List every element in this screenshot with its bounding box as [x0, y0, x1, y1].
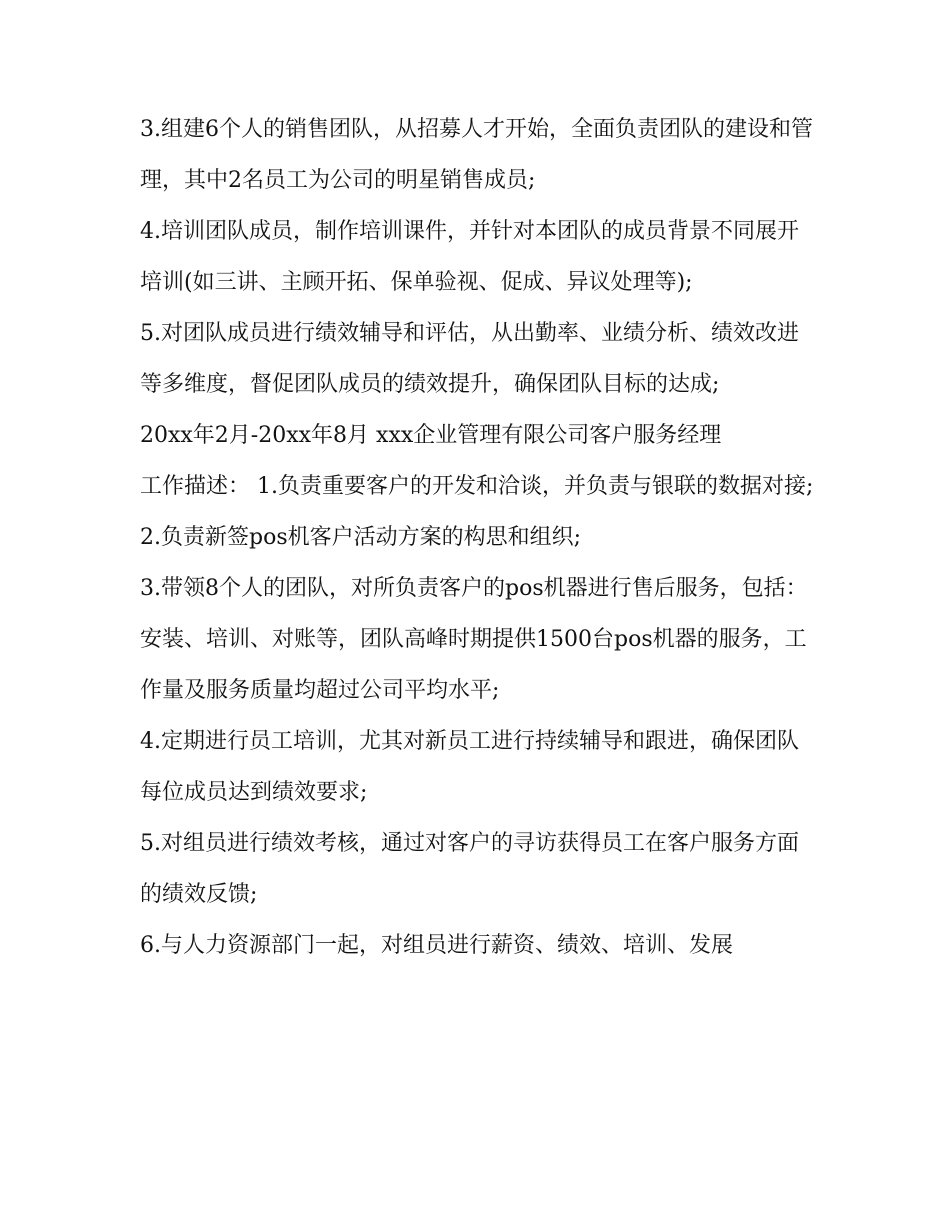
paragraph-job-heading: 20xx年2月-20xx年8月 xxx企业管理有限公司客户服务经理 — [140, 423, 722, 448]
paragraph-team-training: 4.培训团队成员，制作培训课件，并针对本团队的成员背景不同展开培训(如三讲、主顾开拓、保单验视、促成、异议处理等); — [140, 219, 799, 295]
paragraph-job-description: 工作描述： 1.负责重要客户的开发和洽谈，并负责与银联的数据对接; — [140, 474, 814, 499]
paragraph-pos-campaign: 2.负责新签pos机客户活动方案的构思和组织; — [140, 525, 582, 550]
paragraph-performance-review: 5.对组员进行绩效考核，通过对客户的寻访获得员工在客户服务方面的绩效反馈; — [140, 831, 799, 907]
paragraph-staff-training: 4.定期进行员工培训，尤其对新员工进行持续辅导和跟进，确保团队每位成员达到绩效要求; — [140, 729, 799, 805]
paragraph-hr-cooperation: 6.与人力资源部门一起，对组员进行薪资、绩效、培训、发展 — [140, 933, 733, 958]
document-body — [140, 104, 820, 971]
paragraph-performance-coaching: 5.对团队成员进行绩效辅导和评估，从出勤率、业绩分析、绩效改进等多维度，督促团队成员的绩效提升，确保团队目标的达成; — [140, 321, 799, 397]
paragraph-team-building: 3.组建6个人的销售团队，从招募人才开始，全面负责团队的建设和管理，其中2名员工为公司的明星销售成员; — [140, 117, 813, 193]
paragraph-pos-service: 3.带领8个人的团队，对所负责客户的pos机器进行售后服务，包括：安装、培训、对账等，团队高峰时期提供1500台pos机器的服务，工作量及服务质量均超过公司平均水平; — [140, 576, 808, 703]
